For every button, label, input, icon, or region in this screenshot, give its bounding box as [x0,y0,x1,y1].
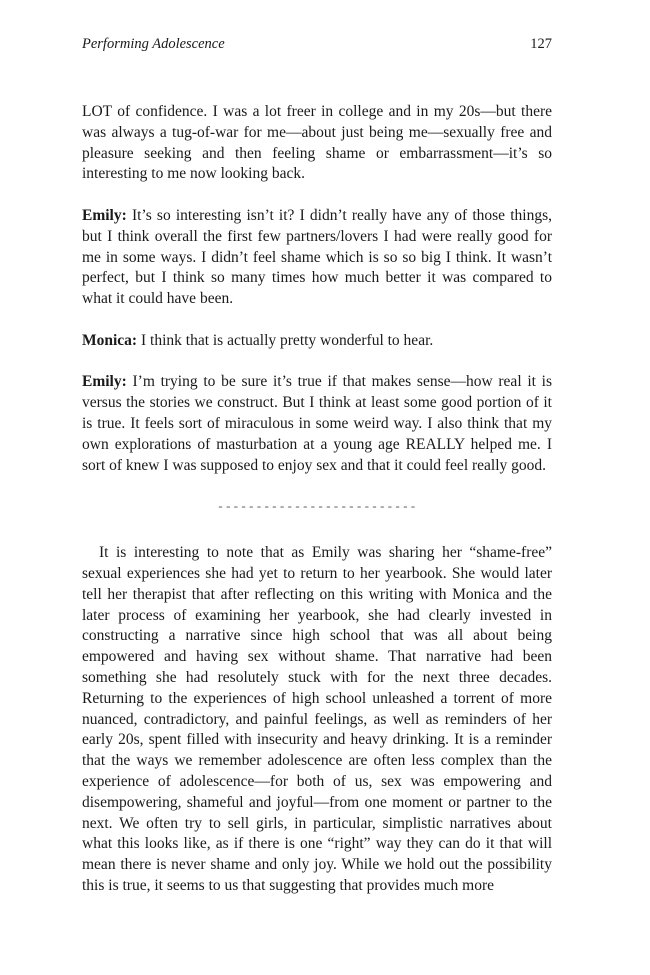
speaker-name: Monica: [82,331,138,349]
section-separator: -------------------------- [216,500,418,515]
paragraph-text: LOT of confidence. I was a lot freer in college and in my 20s—but there was always a tug-of-war for me—about just being me—sexually free and pleasure seeking and then feeling shame or embarrassment—it’s so interesting to me now looking back. [82,103,552,183]
body-paragraph: It is interesting to note that as Emily was sharing her “shame-free” sexual experiences she had yet to return to her yearbook. She would later tell her therapist that after reflecting on this writing with Monica and the later process of examining her yearbook, she had clearly invested in constructing a narrative since high school that was all about being empowered and having sex without shame. That narrative had been something she had resolutely stuck with for the next three decades. Returning to the experiences of high school unleashed a torrent of more nuanced, contradictory, and painful feelings, as well as reminders of her early 20s, spent filled with insecurity and heavy drinking. It is a reminder that the ways we remember adolescence are often less complex than the experience of adolescence—for both of us, sex was empowering and disempowering, shameful and joyful—from one moment or partner to the next. We often try to sell girls, in particular, simplistic narratives about what this looks like, as if there is one “right” way they can do it that will mean there is never shame and only joy. While we hold out the possibility this is true, it seems to us that suggesting that provides much more [82,544,552,894]
body-text [82,102,552,897]
paragraph-continuation [82,102,552,185]
page-number: 127 [530,36,552,52]
speaker-name: Emily: [82,206,127,224]
dialogue-paragraph [82,372,552,476]
dialogue-text: I’m trying to be sure it’s true if that makes sense—how real it is versus the stories we construct. But I think at least some good portion of it is true. It feels sort of miraculous in some weird way. I also think that my own explorations of masturbation at a young age REALLY helped me. I sort of knew I was supposed to enjoy sex and that it could feel really good. [82,373,553,474]
running-title: Performing Adolescence [82,36,225,52]
running-head [82,36,552,58]
dialogue-paragraph [82,331,552,352]
dialogue-paragraph [82,206,552,310]
speaker-name: Emily: [82,373,127,391]
dialogue-text: It’s so interesting isn’t it? I didn’t really have any of those things, but I think overall the first few partners/lovers I had were really good for me in some ways. I didn’t feel shame which is so so big I think. It wasn’t perfect, but I think so many times how much better it was compared to what it could have been. [82,206,553,308]
dialogue-text: I think that is actually pretty wonderful to hear. [140,331,434,349]
